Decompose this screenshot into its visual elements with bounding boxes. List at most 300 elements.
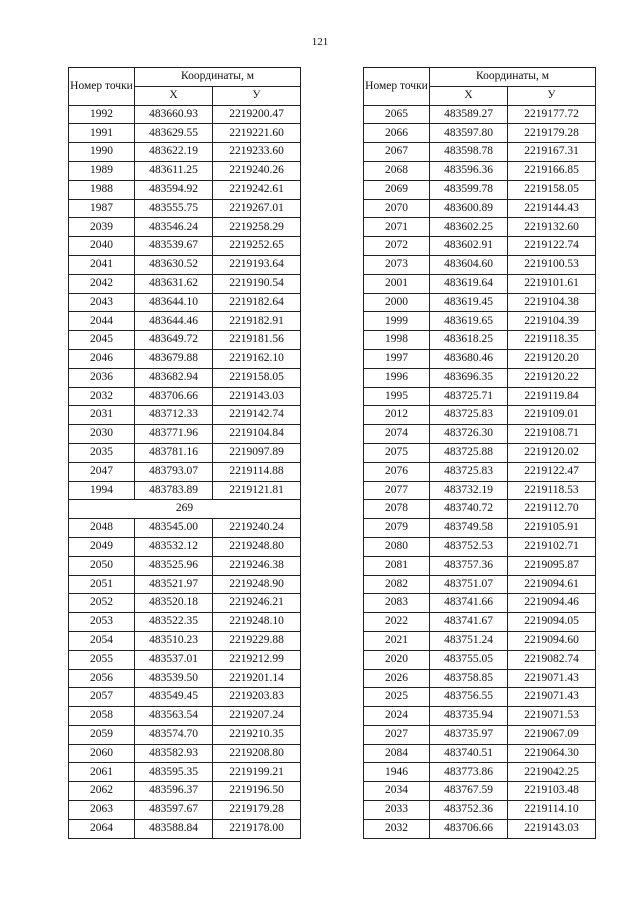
table-row [364,801,596,820]
point-number-cell: 2070 [364,199,430,218]
y-coordinate-cell: 2219094.60 [508,631,596,650]
x-coordinate-cell: 483725.71 [430,387,508,406]
y-coordinate-cell: 2219193.64 [213,255,301,274]
table-row [364,406,596,425]
x-coordinate-cell: 483751.24 [430,631,508,650]
x-coordinate-cell: 483660.93 [135,105,213,124]
x-coordinate-cell: 483582.93 [135,744,213,763]
x-coordinate-cell: 483706.66 [135,387,213,406]
x-column-header: X [135,86,213,105]
table-row [364,237,596,256]
y-coordinate-cell: 2219178.00 [213,819,301,838]
y-coordinate-cell: 2219105.91 [508,519,596,538]
point-number-cell: 2001 [364,274,430,293]
y-coordinate-cell: 2219246.38 [213,556,301,575]
point-number-cell: 1988 [69,180,135,199]
y-coordinate-cell: 2219112.70 [508,500,596,519]
table-row [364,105,596,124]
y-coordinate-cell: 2219094.46 [508,594,596,613]
page-number: 121 [311,36,329,48]
y-coordinate-cell: 2219229.88 [213,631,301,650]
y-coordinate-cell: 2219252.65 [213,237,301,256]
table-row [69,763,301,782]
point-number-cell: 2079 [364,519,430,538]
table-row [69,255,301,274]
x-coordinate-cell: 483600.89 [430,199,508,218]
y-coordinate-cell: 2219108.71 [508,425,596,444]
y-coordinate-cell: 2219242.61 [213,180,301,199]
point-number-cell: 1946 [364,763,430,782]
table-row [364,161,596,180]
y-coordinate-cell: 2219162.10 [213,349,301,368]
table-row [364,556,596,575]
point-number-cell: 2050 [69,556,135,575]
table-row [69,368,301,387]
table-row [364,613,596,632]
x-coordinate-cell: 483755.05 [430,650,508,669]
y-coordinate-cell: 2219067.09 [508,725,596,744]
point-number-cell: 2039 [69,218,135,237]
table-row [364,707,596,726]
y-coordinate-cell: 2219122.47 [508,462,596,481]
x-coordinate-cell: 483781.16 [135,443,213,462]
x-coordinate-cell: 483706.66 [430,819,508,838]
x-coordinate-cell: 483596.37 [135,782,213,801]
x-coordinate-cell: 483595.35 [135,763,213,782]
table-row [69,218,301,237]
table-row [364,519,596,538]
y-coordinate-cell: 2219071.43 [508,688,596,707]
table-row [364,425,596,444]
y-coordinate-cell: 2219190.54 [213,274,301,293]
y-coordinate-cell: 2219120.20 [508,349,596,368]
y-coordinate-cell: 2219101.61 [508,274,596,293]
x-coordinate-cell: 483749.58 [430,519,508,538]
table-row [69,688,301,707]
table-row [69,124,301,143]
x-coordinate-cell: 483597.80 [430,124,508,143]
table-row [69,575,301,594]
point-number-cell: 2077 [364,481,430,500]
y-coordinate-cell: 2219248.10 [213,613,301,632]
point-number-cell: 2054 [69,631,135,650]
x-coordinate-cell: 483629.55 [135,124,213,143]
x-coordinate-cell: 483752.36 [430,801,508,820]
table-row [69,161,301,180]
y-coordinate-cell: 2219097.89 [213,443,301,462]
y-coordinate-cell: 2219199.21 [213,763,301,782]
y-coordinate-cell: 2219104.84 [213,425,301,444]
x-coordinate-cell: 483767.59 [430,782,508,801]
x-coordinate-cell: 483602.91 [430,237,508,256]
x-coordinate-cell: 483619.65 [430,312,508,331]
point-number-cell: 2058 [69,707,135,726]
x-coordinate-cell: 483520.18 [135,594,213,613]
y-coordinate-cell: 2219114.10 [508,801,596,820]
table-row [364,349,596,368]
coordinates-table-left [68,67,301,839]
table-row [364,274,596,293]
y-coordinate-cell: 2219196.50 [213,782,301,801]
point-number-cell: 1998 [364,331,430,350]
coordinates-header: Координаты, м [135,68,301,87]
y-coordinate-cell: 2219118.35 [508,331,596,350]
x-coordinate-cell: 483532.12 [135,537,213,556]
x-coordinate-cell: 483725.83 [430,406,508,425]
point-number-cell: 2026 [364,669,430,688]
y-coordinate-cell: 2219100.53 [508,255,596,274]
table-row [69,669,301,688]
table-row [69,274,301,293]
table-row [69,725,301,744]
y-coordinate-cell: 2219248.90 [213,575,301,594]
x-coordinate-cell: 483622.19 [135,143,213,162]
point-number-header: Номер точки [69,68,135,106]
point-number-cell: 2032 [69,387,135,406]
point-number-cell: 2020 [364,650,430,669]
table-row [364,462,596,481]
y-coordinate-cell: 2219122.74 [508,237,596,256]
x-coordinate-cell: 483563.54 [135,707,213,726]
point-number-cell: 1994 [69,481,135,500]
x-coordinate-cell: 483735.94 [430,707,508,726]
table-row [364,368,596,387]
x-coordinate-cell: 483521.97 [135,575,213,594]
x-coordinate-cell: 483680.46 [430,349,508,368]
table-row [69,462,301,481]
point-number-cell: 2040 [69,237,135,256]
table-row [69,331,301,350]
table-row [69,707,301,726]
table-row [364,255,596,274]
point-number-cell: 1996 [364,368,430,387]
x-coordinate-cell: 483793.07 [135,462,213,481]
y-coordinate-cell: 2219267.01 [213,199,301,218]
y-coordinate-cell: 2219233.60 [213,143,301,162]
y-coordinate-cell: 2219182.64 [213,293,301,312]
table-row [69,293,301,312]
x-coordinate-cell: 483555.75 [135,199,213,218]
y-coordinate-cell: 2219166.85 [508,161,596,180]
y-coordinate-cell: 2219208.80 [213,744,301,763]
point-number-cell: 2000 [364,293,430,312]
point-number-cell: 1987 [69,199,135,218]
table-row [364,594,596,613]
table-row [69,105,301,124]
x-coordinate-cell: 483546.24 [135,218,213,237]
point-number-cell: 2012 [364,406,430,425]
y-coordinate-cell: 2219118.53 [508,481,596,500]
x-coordinate-cell: 483574.70 [135,725,213,744]
x-coordinate-cell: 483588.84 [135,819,213,838]
point-number-cell: 1999 [364,312,430,331]
point-number-cell: 2071 [364,218,430,237]
table-row [69,631,301,650]
coordinates-header: Координаты, м [430,68,596,87]
point-number-cell: 2073 [364,255,430,274]
y-coordinate-cell: 2219158.05 [508,180,596,199]
x-coordinate-cell: 483752.53 [430,537,508,556]
point-number-cell: 2059 [69,725,135,744]
table-row [69,613,301,632]
table-row [69,349,301,368]
point-number-cell: 2024 [364,707,430,726]
point-number-cell: 2052 [69,594,135,613]
table-row [69,199,301,218]
x-coordinate-cell: 483712.33 [135,406,213,425]
x-coordinate-cell: 483589.27 [430,105,508,124]
x-coordinate-cell: 483545.00 [135,519,213,538]
point-number-cell: 2065 [364,105,430,124]
y-coordinate-cell: 2219158.05 [213,368,301,387]
x-coordinate-cell: 483726.30 [430,425,508,444]
x-coordinate-cell: 483756.55 [430,688,508,707]
point-number-cell: 2064 [69,819,135,838]
point-number-header: Номер точки [364,68,430,106]
point-number-cell: 1997 [364,349,430,368]
point-number-cell: 1992 [69,105,135,124]
y-coordinate-cell: 2219207.24 [213,707,301,726]
point-number-cell: 2021 [364,631,430,650]
y-coordinate-cell: 2219203.83 [213,688,301,707]
x-coordinate-cell: 483618.25 [430,331,508,350]
y-coordinate-cell: 2219103.48 [508,782,596,801]
table-row [69,819,301,838]
table-row [364,500,596,519]
point-number-cell: 2022 [364,613,430,632]
table-row [69,180,301,199]
table-row [69,406,301,425]
y-coordinate-cell: 2219071.53 [508,707,596,726]
y-column-header: У [508,86,596,105]
x-coordinate-cell: 483751.07 [430,575,508,594]
table-row [69,443,301,462]
coordinates-table-right [363,67,596,839]
table-row [69,481,301,500]
x-coordinate-cell: 483522.35 [135,613,213,632]
table-row [364,443,596,462]
table-row [69,650,301,669]
point-number-cell: 2034 [364,782,430,801]
x-coordinate-cell: 483741.66 [430,594,508,613]
point-number-cell: 2060 [69,744,135,763]
point-number-cell: 2066 [364,124,430,143]
table-row [364,312,596,331]
y-coordinate-cell: 2219142.74 [213,406,301,425]
x-coordinate-cell: 483539.50 [135,669,213,688]
y-coordinate-cell: 2219144.43 [508,199,596,218]
section-label: 269 [69,500,301,519]
y-coordinate-cell: 2219132.60 [508,218,596,237]
table-row [364,199,596,218]
y-coordinate-cell: 2219179.28 [213,801,301,820]
x-coordinate-cell: 483510.23 [135,631,213,650]
table-row [364,669,596,688]
point-number-cell: 2045 [69,331,135,350]
y-coordinate-cell: 2219109.01 [508,406,596,425]
table-row [364,293,596,312]
point-number-cell: 2069 [364,180,430,199]
point-number-cell: 2043 [69,293,135,312]
x-coordinate-cell: 483725.88 [430,443,508,462]
point-number-cell: 2067 [364,143,430,162]
table-row [364,124,596,143]
y-coordinate-cell: 2219082.74 [508,650,596,669]
y-coordinate-cell: 2219042.25 [508,763,596,782]
right-table-rows [364,105,596,838]
table-row [69,312,301,331]
point-number-cell: 2044 [69,312,135,331]
left-table-rows-b [69,519,301,839]
point-number-cell: 2068 [364,161,430,180]
table-row [364,387,596,406]
x-coordinate-cell: 483740.72 [430,500,508,519]
y-coordinate-cell: 2219094.05 [508,613,596,632]
table-row [364,744,596,763]
x-coordinate-cell: 483594.92 [135,180,213,199]
table-row [364,143,596,162]
x-coordinate-cell: 483539.67 [135,237,213,256]
y-coordinate-cell: 2219094.61 [508,575,596,594]
x-coordinate-cell: 483630.52 [135,255,213,274]
point-number-cell: 2046 [69,349,135,368]
table-row [69,537,301,556]
point-number-cell: 2048 [69,519,135,538]
table-row [364,650,596,669]
x-coordinate-cell: 483758.85 [430,669,508,688]
x-coordinate-cell: 483771.96 [135,425,213,444]
table-row [364,575,596,594]
y-coordinate-cell: 2219104.39 [508,312,596,331]
y-coordinate-cell: 2219064.30 [508,744,596,763]
x-column-header: X [430,86,508,105]
y-coordinate-cell: 2219258.29 [213,218,301,237]
x-coordinate-cell: 483598.78 [430,143,508,162]
table-row [364,631,596,650]
table-row [69,425,301,444]
table-row [69,556,301,575]
x-coordinate-cell: 483725.83 [430,462,508,481]
point-number-cell: 1995 [364,387,430,406]
point-number-cell: 2031 [69,406,135,425]
table-row [364,763,596,782]
point-number-cell: 2084 [364,744,430,763]
point-number-cell: 1991 [69,124,135,143]
y-coordinate-cell: 2219121.81 [213,481,301,500]
x-coordinate-cell: 483619.64 [430,274,508,293]
y-coordinate-cell: 2219246.21 [213,594,301,613]
x-coordinate-cell: 483741.67 [430,613,508,632]
table-row [364,782,596,801]
y-coordinate-cell: 2219179.28 [508,124,596,143]
y-column-header: У [213,86,301,105]
y-coordinate-cell: 2219181.56 [213,331,301,350]
y-coordinate-cell: 2219143.03 [508,819,596,838]
y-coordinate-cell: 2219119.84 [508,387,596,406]
table-row [69,519,301,538]
point-number-cell: 2074 [364,425,430,444]
x-coordinate-cell: 483773.86 [430,763,508,782]
table-row [364,537,596,556]
point-number-cell: 2027 [364,725,430,744]
point-number-cell: 1990 [69,143,135,162]
point-number-cell: 2032 [364,819,430,838]
x-coordinate-cell: 483602.25 [430,218,508,237]
point-number-cell: 2036 [69,368,135,387]
point-number-cell: 2083 [364,594,430,613]
y-coordinate-cell: 2219248.80 [213,537,301,556]
x-coordinate-cell: 483757.36 [430,556,508,575]
point-number-cell: 2057 [69,688,135,707]
y-coordinate-cell: 2219240.26 [213,161,301,180]
x-coordinate-cell: 483599.78 [430,180,508,199]
point-number-cell: 2081 [364,556,430,575]
table-row [69,387,301,406]
x-coordinate-cell: 483682.94 [135,368,213,387]
x-coordinate-cell: 483597.67 [135,801,213,820]
point-number-cell: 2055 [69,650,135,669]
x-coordinate-cell: 483644.46 [135,312,213,331]
x-coordinate-cell: 483732.19 [430,481,508,500]
x-coordinate-cell: 483740.51 [430,744,508,763]
x-coordinate-cell: 483604.60 [430,255,508,274]
x-coordinate-cell: 483631.62 [135,274,213,293]
x-coordinate-cell: 483696.35 [430,368,508,387]
table-row [364,725,596,744]
point-number-cell: 2025 [364,688,430,707]
point-number-cell: 2041 [69,255,135,274]
y-coordinate-cell: 2219201.14 [213,669,301,688]
table-row [364,688,596,707]
point-number-cell: 2033 [364,801,430,820]
table-row [69,143,301,162]
y-coordinate-cell: 2219167.31 [508,143,596,162]
y-coordinate-cell: 2219212.99 [213,650,301,669]
point-number-cell: 2042 [69,274,135,293]
point-number-cell: 1989 [69,161,135,180]
x-coordinate-cell: 483679.88 [135,349,213,368]
x-coordinate-cell: 483649.72 [135,331,213,350]
y-coordinate-cell: 2219102.71 [508,537,596,556]
x-coordinate-cell: 483596.36 [430,161,508,180]
y-coordinate-cell: 2219071.43 [508,669,596,688]
x-coordinate-cell: 483619.45 [430,293,508,312]
y-coordinate-cell: 2219143.03 [213,387,301,406]
y-coordinate-cell: 2219095.87 [508,556,596,575]
point-number-cell: 2061 [69,763,135,782]
point-number-cell: 2053 [69,613,135,632]
point-number-cell: 2049 [69,537,135,556]
y-coordinate-cell: 2219221.60 [213,124,301,143]
table-row [364,180,596,199]
y-coordinate-cell: 2219240.24 [213,519,301,538]
y-coordinate-cell: 2219177.72 [508,105,596,124]
x-coordinate-cell: 483537.01 [135,650,213,669]
table-row [364,481,596,500]
x-coordinate-cell: 483783.89 [135,481,213,500]
point-number-cell: 2078 [364,500,430,519]
point-number-cell: 2051 [69,575,135,594]
table-row [364,331,596,350]
table-row [364,819,596,838]
x-coordinate-cell: 483549.45 [135,688,213,707]
point-number-cell: 2075 [364,443,430,462]
table-row [69,782,301,801]
point-number-cell: 2047 [69,462,135,481]
x-coordinate-cell: 483644.10 [135,293,213,312]
point-number-cell: 2072 [364,237,430,256]
point-number-cell: 2062 [69,782,135,801]
